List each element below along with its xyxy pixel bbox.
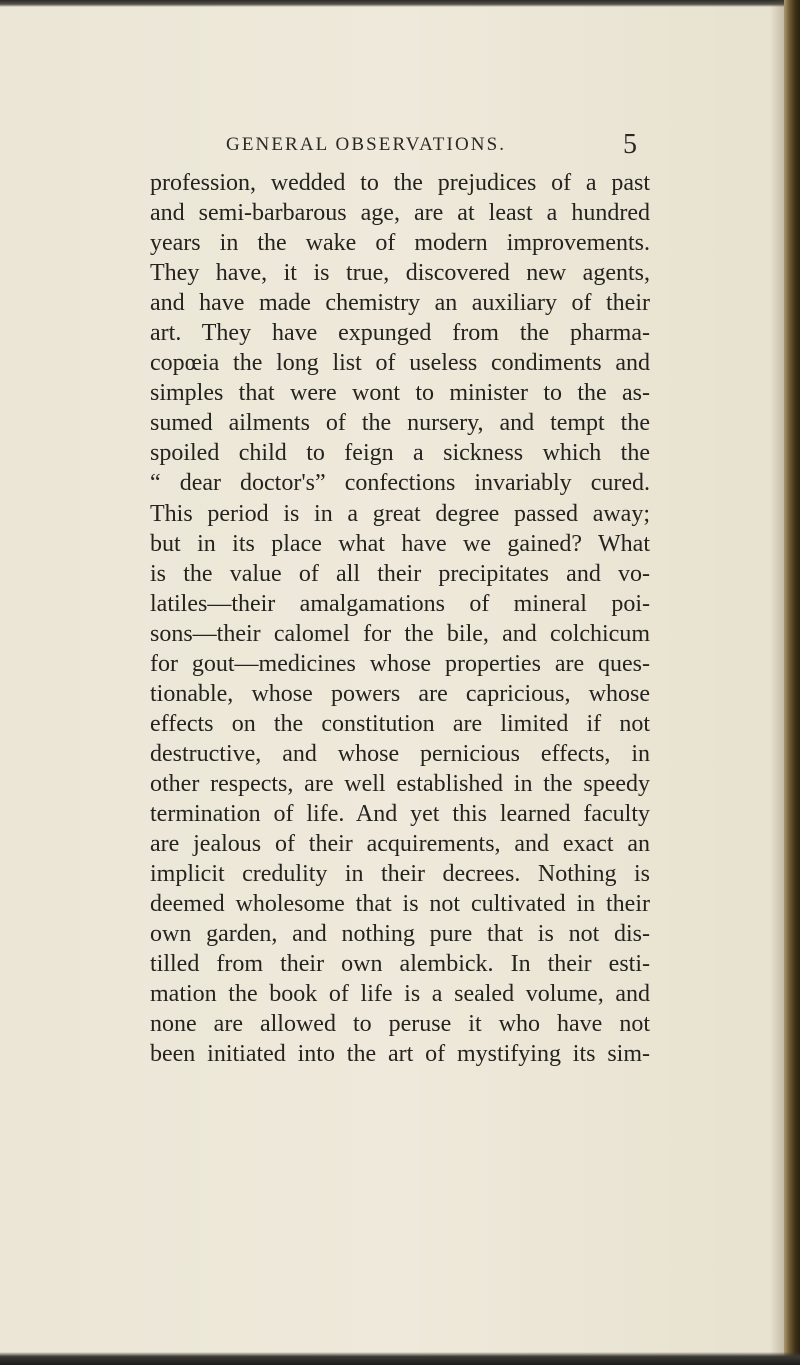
text-line: and semi-barbarous age, are at least a hundred xyxy=(150,200,650,227)
page-top-edge xyxy=(0,0,800,7)
text-line: mation the book of life is a sealed volume, and xyxy=(150,981,650,1008)
book-spine xyxy=(784,0,800,1365)
text-line: tionable, whose powers are capricious, whose xyxy=(150,680,650,707)
text-line: They have, it is true, discovered new agents, xyxy=(150,260,650,287)
body-text xyxy=(150,168,650,1069)
text-line: simples that were wont to minister to the as- xyxy=(150,380,650,407)
text-line: destructive, and whose pernicious effects, in xyxy=(150,740,650,767)
text-line: effects on the constitution are limited if not xyxy=(150,710,650,737)
text-line: deemed wholesome that is not cultivated in their xyxy=(150,891,650,918)
running-head-title: GENERAL OBSERVATIONS. xyxy=(226,134,507,155)
text-line: tilled from their own alembick. In their esti- xyxy=(150,951,650,978)
text-line: but in its place what have we gained? What xyxy=(150,530,650,557)
text-line: other respects, are well established in the speedy xyxy=(150,770,650,797)
page-bottom-edge xyxy=(0,1352,800,1365)
text-line: This period is in a great degree passed away; xyxy=(150,500,650,527)
text-line: copœia the long list of useless condiments and xyxy=(150,350,650,377)
text-line: termination of life. And yet this learned faculty xyxy=(150,800,650,827)
running-head xyxy=(0,131,800,167)
text-line: for gout—medicines whose properties are ques- xyxy=(150,650,650,677)
text-line: is the value of all their precipitates and vo- xyxy=(150,560,650,587)
text-line: spoiled child to feign a sickness which the xyxy=(150,440,650,467)
text-line: art. They have expunged from the pharma- xyxy=(150,320,650,347)
text-line: sons—their calomel for the bile, and colchicum xyxy=(150,620,650,647)
page-number: 5 xyxy=(623,129,637,160)
text-line: years in the wake of modern improvements. xyxy=(150,230,650,257)
text-line: implicit credulity in their decrees. Nothing is xyxy=(150,861,650,888)
text-line: “ dear doctor's” confections invariably cured. xyxy=(150,470,650,497)
text-line: none are allowed to peruse it who have not xyxy=(150,1011,650,1038)
spine-shadow xyxy=(770,0,784,1365)
text-line: profession, wedded to the prejudices of a past xyxy=(150,170,650,196)
text-line: and have made chemistry an auxiliary of their xyxy=(150,290,650,317)
text-line: sumed ailments of the nursery, and tempt the xyxy=(150,410,650,437)
text-line: been initiated into the art of mystifying its sim- xyxy=(150,1041,650,1068)
text-line: own garden, and nothing pure that is not dis- xyxy=(150,921,650,948)
text-line: latiles—their amalgamations of mineral poi- xyxy=(150,590,650,617)
text-line: are jealous of their acquirements, and exact an xyxy=(150,831,650,858)
